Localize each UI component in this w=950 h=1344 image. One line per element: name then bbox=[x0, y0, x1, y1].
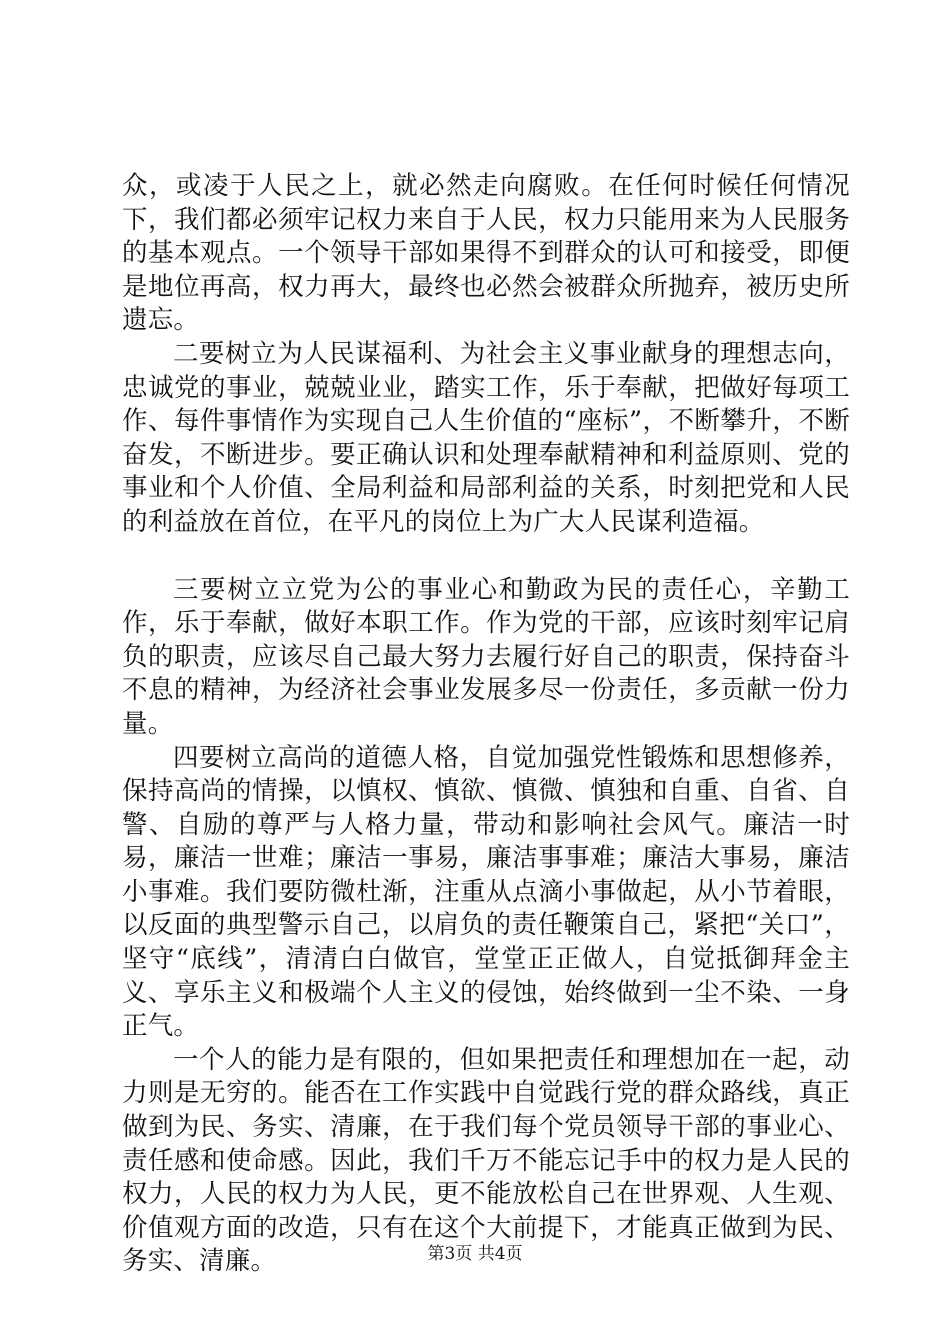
paragraph-fourth-point: 四要树立高尚的道德人格，自觉加强党性锻炼和思想修养，保持高尚的情操，以慎权、慎欲、慎微、慎独和自重、自省、自警、自励的尊严与人格力量，带动和影响社会风气。廉洁一时易，廉洁一世难；廉洁一事易，廉洁事事难；廉洁大事易，廉洁小事难。我们要防微杜渐，注重从点滴小事做起，从小节着眼，以反面的典型警示自己，以肩负的责任鞭策自己，紧把“关口”，坚守“底线”，清清白白做官，堂堂正正做人，自觉抵御拜金主义、享乐主义和极端个人主义的侵蚀，始终做到一尘不染、一身正气。 bbox=[122, 742, 850, 1042]
paragraph-third-point: 三要树立立党为公的事业心和勤政为民的责任心，辛勤工作，乐于奉献，做好本职工作。作为党的干部，应该时刻牢记肩负的职责，应该尽自己最大努力去履行好自己的职责，保持奋斗不息的精神，为经济社会事业发展多尽一份责任，多贡献一份力量。 bbox=[122, 574, 850, 739]
paragraph-conclusion: 一个人的能力是有限的，但如果把责任和理想加在一起，动力则是无穷的。能否在工作实践中自觉践行党的群众路线，真正做到为民、务实、清廉，在于我们每个党员领导干部的事业心、责任感和使命感。因此，我们千万不能忘记手中的权力是人民的权力，人民的权力为人民，更不能放松自己在世界观、人生观、价值观方面的改造，只有在这个大前提下，才能真正做到为民、务实、清廉。 bbox=[122, 1044, 850, 1277]
document-body bbox=[122, 170, 850, 1279]
paragraph-second-point: 二要树立为人民谋福利、为社会主义事业献身的理想志向，忠诚党的事业，兢兢业业，踏实工作，乐于奉献，把做好每项工作、每件事情作为实现自己人生价值的“座标”，不断攀升，不断奋发，不断进步。要正确认识和处理奉献精神和利益原则、党的事业和个人价值、全局利益和局部利益的关系，时刻把党和人民的利益放在首位，在平凡的岗位上为广大人民谋利造福。 bbox=[122, 338, 850, 537]
paragraph-continuation: 众，或凌于人民之上，就必然走向腐败。在任何时候任何情况下，我们都必须牢记权力来自于人民，权力只能用来为人民服务的基本观点。一个领导干部如果得不到群众的认可和接受，即便是地位再高，权力再大，最终也必然会被群众所抛弃，被历史所遗忘。 bbox=[122, 171, 850, 336]
page-number-footer: 第3页 共4页 bbox=[427, 1244, 523, 1264]
